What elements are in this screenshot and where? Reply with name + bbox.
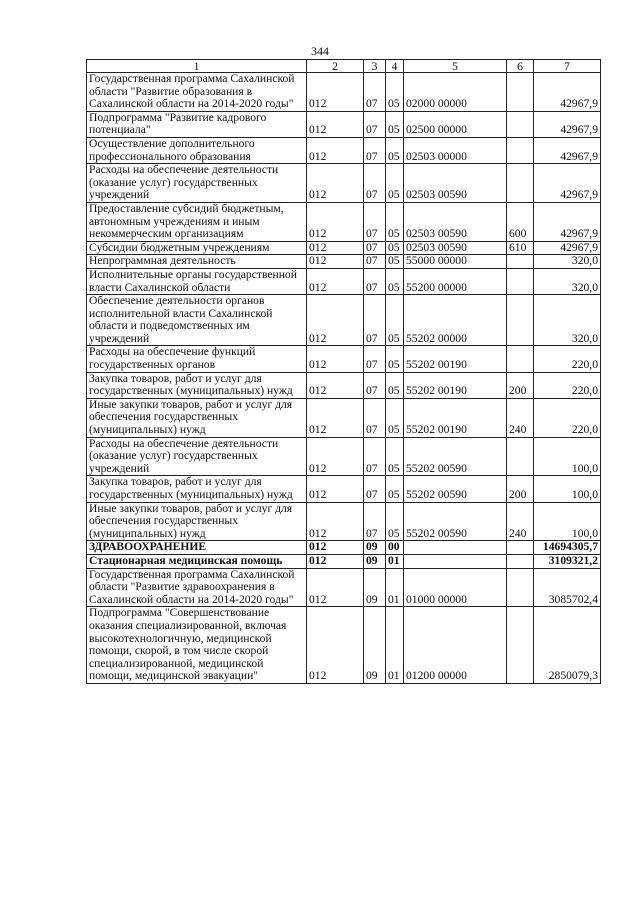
row-name-cell: Предоставление субсидий бюджетным, автономным учреждениям и иным некоммерческим организациям <box>87 202 307 241</box>
row-subsection-code: 05 <box>386 295 404 346</box>
row-name-cell: Иные закупки товаров, работ и услуг для обеспечения государственных (муниципальных) нужд <box>87 398 307 437</box>
row-expense-type-code <box>507 541 534 555</box>
row-amount: 42967,9 <box>534 137 601 163</box>
row-name-cell: Подпрограмма "Развитие кадрового потенциала" <box>87 111 307 137</box>
row-section-code: 07 <box>364 346 386 372</box>
table-header-row <box>87 60 601 73</box>
row-ministry-code: 012 <box>307 554 364 568</box>
row-name-cell: Закупка товаров, работ и услуг для государственных (муниципальных) нужд <box>87 372 307 398</box>
table-row <box>87 372 601 398</box>
row-subsection-code: 01 <box>386 607 404 684</box>
row-target-code: 55202 00190 <box>404 398 507 437</box>
row-name-cell: Расходы на обеспечение деятельности (оказание услуг) государственных учреждений <box>87 437 307 476</box>
row-name-cell: Государственная программа Сахалинской области "Развитие образования в Сахалинской области на 2014-2020 годы" <box>87 73 307 112</box>
row-name-cell: Подпрограмма "Совершенствование оказания специализированной, включая высокотехнологичную, медицинской помощи, скорой, в том числе скорой специализированной, медицинской помощи, медицинской эвакуации" <box>87 607 307 684</box>
table-row <box>87 568 601 607</box>
row-subsection-code: 05 <box>386 476 404 502</box>
row-expense-type-code <box>507 295 534 346</box>
row-section-code: 07 <box>364 398 386 437</box>
table-row <box>87 255 601 269</box>
row-amount: 220,0 <box>534 346 601 372</box>
row-target-code: 55200 00000 <box>404 268 507 294</box>
row-subsection-code: 00 <box>386 541 404 555</box>
header-col-5: 5 <box>404 60 507 73</box>
page-number: 344 <box>311 44 329 58</box>
row-name-cell: Стационарная медицинская помощь <box>87 554 307 568</box>
row-target-code <box>404 541 507 555</box>
row-section-code: 07 <box>364 476 386 502</box>
header-col-3: 3 <box>364 60 386 73</box>
row-subsection-code: 05 <box>386 137 404 163</box>
row-expense-type-code: 200 <box>507 476 534 502</box>
row-ministry-code: 012 <box>307 164 364 203</box>
row-amount: 3085702,4 <box>534 568 601 607</box>
row-expense-type-code <box>507 568 534 607</box>
row-amount: 42967,9 <box>534 111 601 137</box>
table-row <box>87 346 601 372</box>
row-subsection-code: 05 <box>386 164 404 203</box>
row-target-code: 55202 00590 <box>404 502 507 541</box>
table-row <box>87 541 601 555</box>
row-expense-type-code <box>507 73 534 112</box>
row-section-code: 09 <box>364 607 386 684</box>
row-target-code: 02503 00590 <box>404 164 507 203</box>
table-row <box>87 137 601 163</box>
row-section-code: 09 <box>364 568 386 607</box>
table-row <box>87 398 601 437</box>
row-amount: 320,0 <box>534 255 601 269</box>
row-target-code: 55202 00590 <box>404 437 507 476</box>
table-row <box>87 502 601 541</box>
row-expense-type-code: 200 <box>507 372 534 398</box>
row-amount: 100,0 <box>534 476 601 502</box>
row-expense-type-code: 610 <box>507 241 534 255</box>
row-section-code: 07 <box>364 437 386 476</box>
row-subsection-code: 05 <box>386 255 404 269</box>
row-subsection-code: 05 <box>386 202 404 241</box>
row-expense-type-code: 600 <box>507 202 534 241</box>
row-section-code: 07 <box>364 164 386 203</box>
row-amount: 3109321,2 <box>534 554 601 568</box>
row-section-code: 07 <box>364 502 386 541</box>
row-amount: 42967,9 <box>534 73 601 112</box>
row-amount: 220,0 <box>534 398 601 437</box>
row-target-code: 02503 00590 <box>404 241 507 255</box>
row-amount: 42967,9 <box>534 164 601 203</box>
row-amount: 320,0 <box>534 295 601 346</box>
header-col-1: 1 <box>87 60 307 73</box>
row-name-cell: Субсидии бюджетным учреждениям <box>87 241 307 255</box>
row-name-cell: Непрограммная деятельность <box>87 255 307 269</box>
row-ministry-code: 012 <box>307 502 364 541</box>
row-subsection-code: 05 <box>386 73 404 112</box>
row-target-code <box>404 554 507 568</box>
row-ministry-code: 012 <box>307 607 364 684</box>
row-ministry-code: 012 <box>307 437 364 476</box>
row-target-code: 55000 00000 <box>404 255 507 269</box>
row-expense-type-code <box>507 164 534 203</box>
row-name-cell: Обеспечение деятельности органов исполнительной власти Сахалинской области и подведомственных им учреждений <box>87 295 307 346</box>
table-body <box>87 73 601 684</box>
row-name-cell: Государственная программа Сахалинской области "Развитие здравоохранения в Сахалинской области на 2014-2020 годы" <box>87 568 307 607</box>
row-ministry-code: 012 <box>307 398 364 437</box>
table-row <box>87 73 601 112</box>
row-name-cell: Исполнительные органы государственной власти Сахалинской области <box>87 268 307 294</box>
row-ministry-code: 012 <box>307 346 364 372</box>
row-subsection-code: 01 <box>386 568 404 607</box>
row-target-code: 02500 00000 <box>404 111 507 137</box>
row-ministry-code: 012 <box>307 241 364 255</box>
row-section-code: 07 <box>364 255 386 269</box>
row-section-code: 07 <box>364 111 386 137</box>
row-target-code: 02000 00000 <box>404 73 507 112</box>
header-col-4: 4 <box>386 60 404 73</box>
table-row <box>87 111 601 137</box>
row-expense-type-code <box>507 111 534 137</box>
row-subsection-code: 05 <box>386 111 404 137</box>
row-section-code: 07 <box>364 268 386 294</box>
row-ministry-code: 012 <box>307 137 364 163</box>
table-row <box>87 476 601 502</box>
header-col-7: 7 <box>534 60 601 73</box>
row-ministry-code: 012 <box>307 541 364 555</box>
header-col-6: 6 <box>507 60 534 73</box>
row-amount: 14694305,7 <box>534 541 601 555</box>
row-target-code: 55202 00000 <box>404 295 507 346</box>
row-expense-type-code <box>507 607 534 684</box>
row-amount: 2850079,3 <box>534 607 601 684</box>
row-subsection-code: 05 <box>386 268 404 294</box>
row-ministry-code: 012 <box>307 295 364 346</box>
row-ministry-code: 012 <box>307 568 364 607</box>
table-row <box>87 607 601 684</box>
row-expense-type-code <box>507 554 534 568</box>
row-amount: 100,0 <box>534 437 601 476</box>
row-subsection-code: 05 <box>386 437 404 476</box>
row-target-code: 01200 00000 <box>404 607 507 684</box>
row-section-code: 07 <box>364 137 386 163</box>
row-ministry-code: 012 <box>307 111 364 137</box>
row-ministry-code: 012 <box>307 476 364 502</box>
row-name-cell: ЗДРАВООХРАНЕНИЕ <box>87 541 307 555</box>
row-ministry-code: 012 <box>307 73 364 112</box>
row-expense-type-code: 240 <box>507 502 534 541</box>
row-target-code: 55202 00590 <box>404 476 507 502</box>
header-col-2: 2 <box>307 60 364 73</box>
row-section-code: 07 <box>364 73 386 112</box>
row-expense-type-code: 240 <box>507 398 534 437</box>
row-name-cell: Расходы на обеспечение функций государственных органов <box>87 346 307 372</box>
row-expense-type-code <box>507 137 534 163</box>
row-expense-type-code <box>507 346 534 372</box>
table-row <box>87 295 601 346</box>
row-ministry-code: 012 <box>307 255 364 269</box>
row-target-code: 55202 00190 <box>404 346 507 372</box>
table-row <box>87 437 601 476</box>
row-section-code: 07 <box>364 295 386 346</box>
row-section-code: 07 <box>364 202 386 241</box>
row-target-code: 02503 00590 <box>404 202 507 241</box>
row-section-code: 09 <box>364 541 386 555</box>
row-section-code: 07 <box>364 372 386 398</box>
row-ministry-code: 012 <box>307 372 364 398</box>
table-row <box>87 164 601 203</box>
table-row <box>87 268 601 294</box>
row-name-cell: Расходы на обеспечение деятельности (оказание услуг) государственных учреждений <box>87 164 307 203</box>
row-amount: 42967,9 <box>534 202 601 241</box>
budget-table <box>86 59 601 684</box>
row-amount: 100,0 <box>534 502 601 541</box>
table-row <box>87 202 601 241</box>
row-subsection-code: 05 <box>386 398 404 437</box>
row-expense-type-code <box>507 437 534 476</box>
row-ministry-code: 012 <box>307 268 364 294</box>
row-amount: 42967,9 <box>534 241 601 255</box>
row-expense-type-code <box>507 268 534 294</box>
row-subsection-code: 05 <box>386 241 404 255</box>
row-section-code: 09 <box>364 554 386 568</box>
row-section-code: 07 <box>364 241 386 255</box>
row-subsection-code: 05 <box>386 372 404 398</box>
table-row <box>87 554 601 568</box>
row-target-code: 55202 00190 <box>404 372 507 398</box>
row-amount: 320,0 <box>534 268 601 294</box>
row-subsection-code: 05 <box>386 346 404 372</box>
row-name-cell: Закупка товаров, работ и услуг для государственных (муниципальных) нужд <box>87 476 307 502</box>
row-name-cell: Осуществление дополнительного профессионального образования <box>87 137 307 163</box>
row-subsection-code: 05 <box>386 502 404 541</box>
row-ministry-code: 012 <box>307 202 364 241</box>
row-expense-type-code <box>507 255 534 269</box>
row-name-cell: Иные закупки товаров, работ и услуг для обеспечения государственных (муниципальных) нужд <box>87 502 307 541</box>
table-row <box>87 241 601 255</box>
row-amount: 220,0 <box>534 372 601 398</box>
row-subsection-code: 01 <box>386 554 404 568</box>
row-target-code: 01000 00000 <box>404 568 507 607</box>
row-target-code: 02503 00000 <box>404 137 507 163</box>
